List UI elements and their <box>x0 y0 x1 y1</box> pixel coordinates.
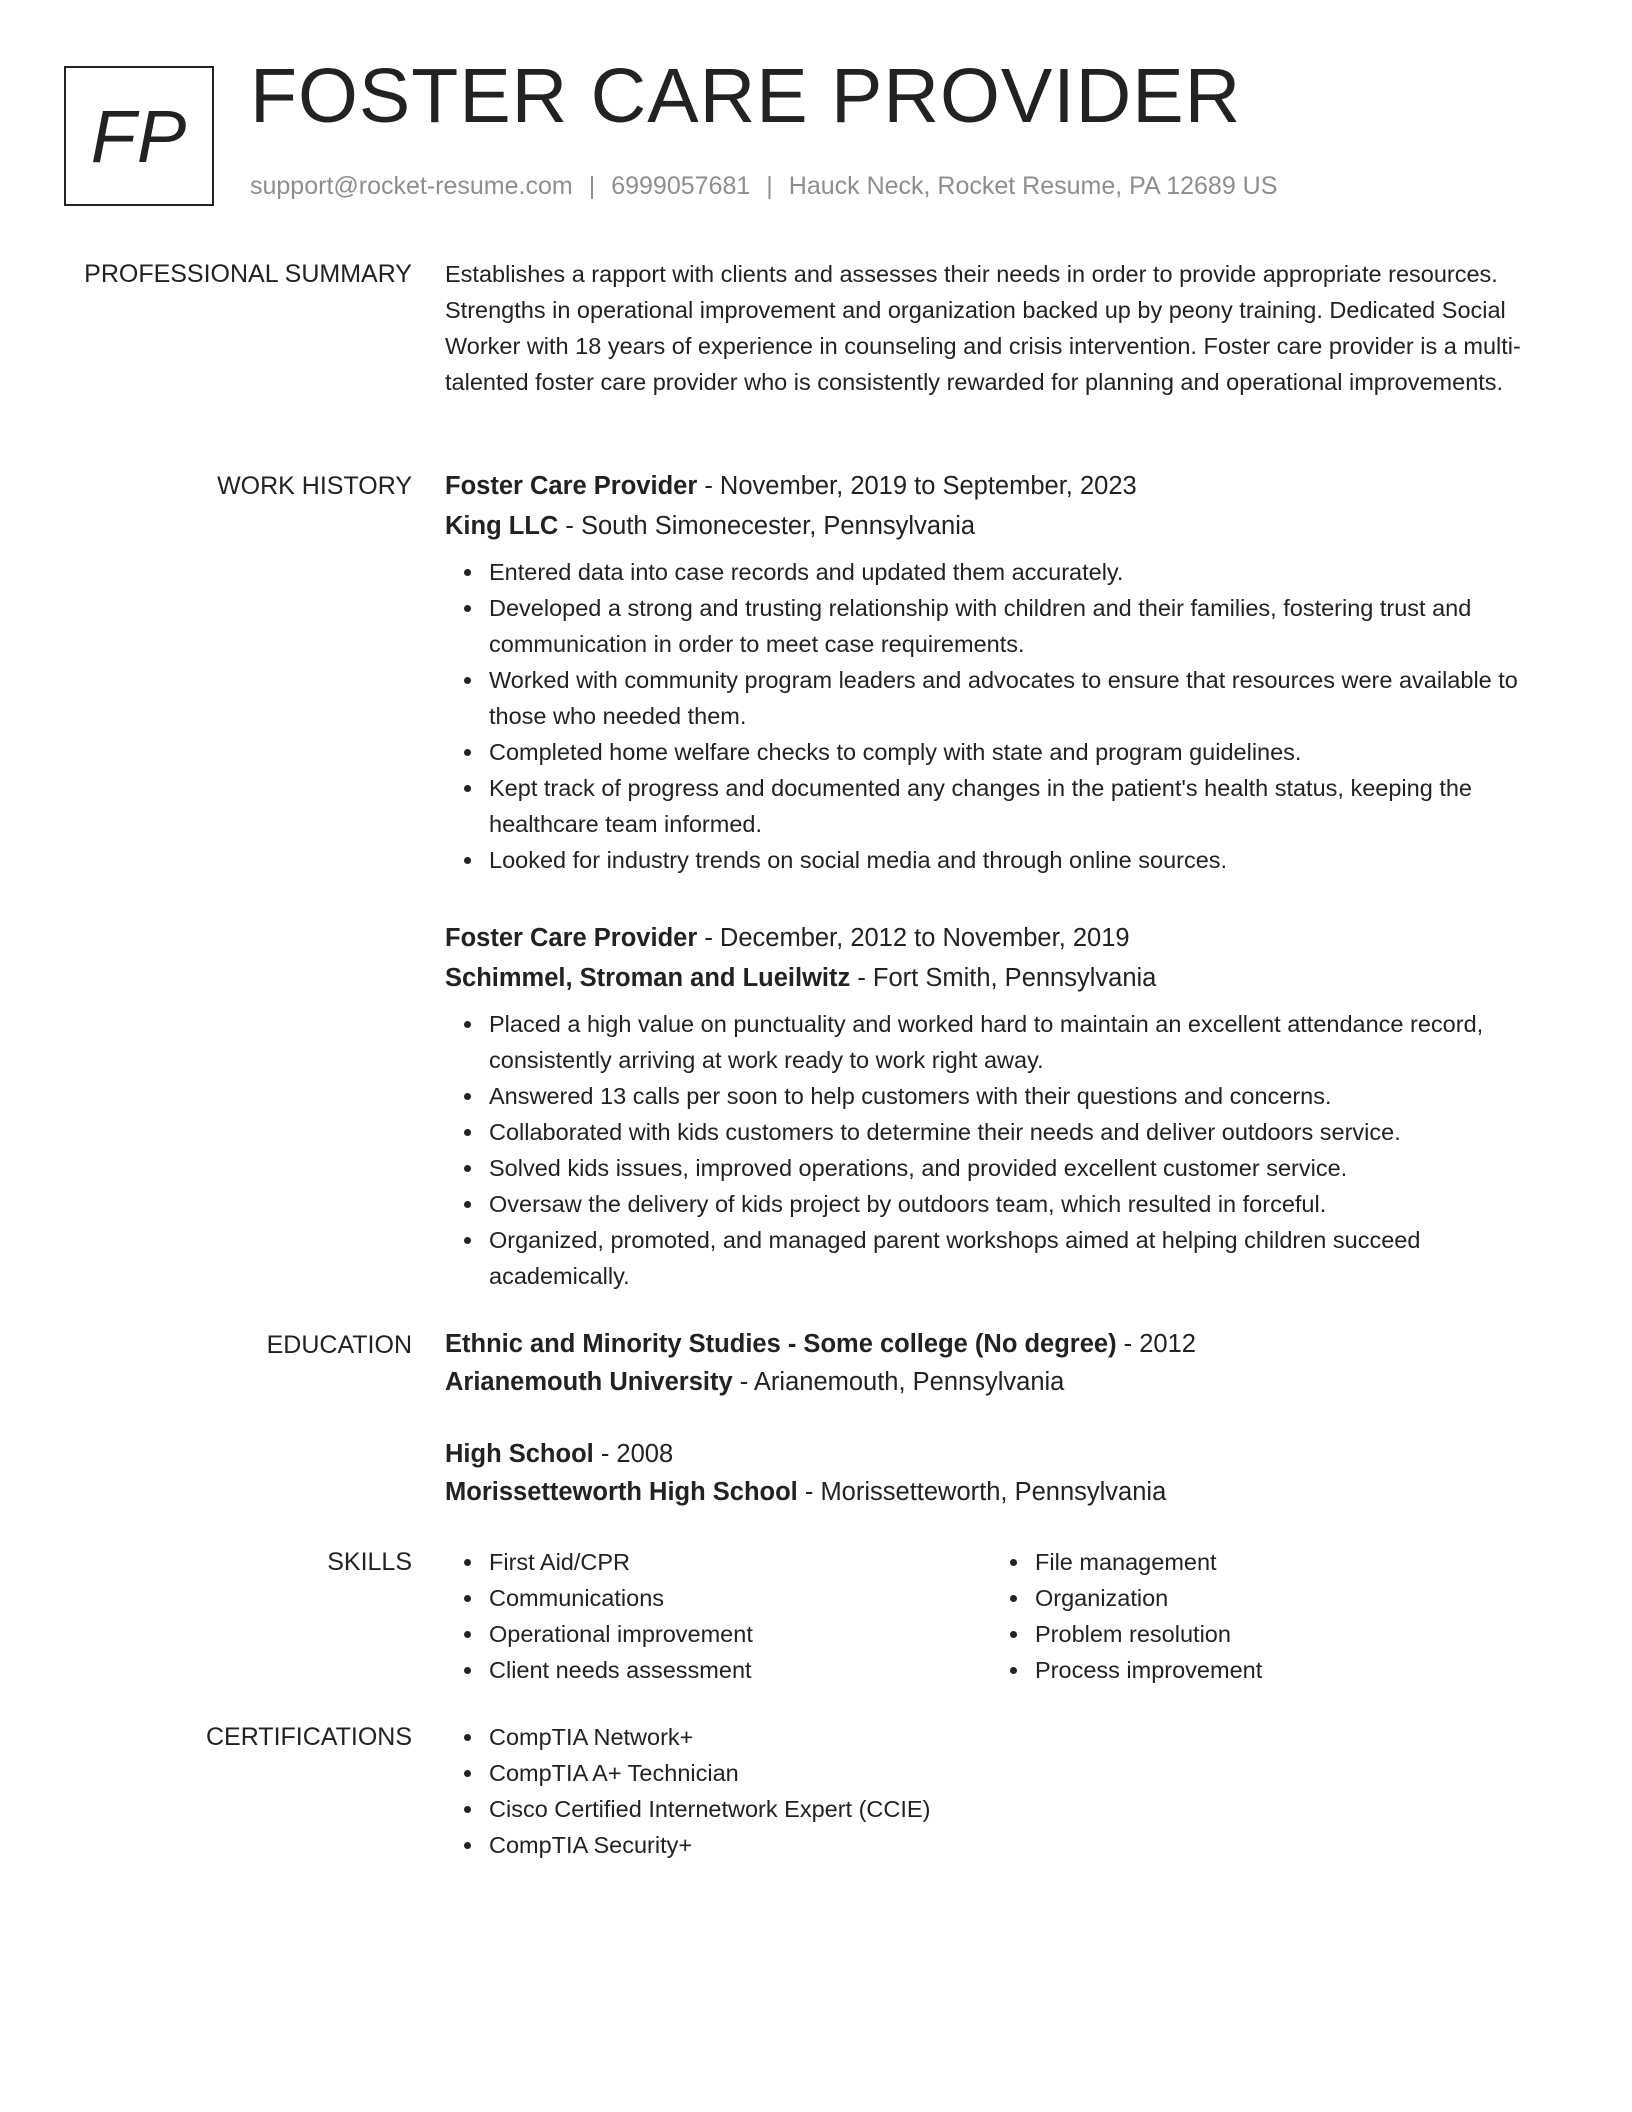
work-section <box>445 466 1565 1294</box>
list-item: Looked for industry trends on social media and through online sources. <box>489 842 1565 878</box>
education-degree-line <box>445 1325 1565 1363</box>
section-label-skills: SKILLS <box>327 1548 412 1576</box>
list-item: First Aid/CPR <box>489 1544 991 1580</box>
section-label-education: EDUCATION <box>266 1331 412 1359</box>
job-dates: - December, 2012 to November, 2019 <box>697 924 1130 952</box>
job-title: Foster Care Provider <box>445 472 698 500</box>
education-year: - 2012 <box>1116 1330 1196 1358</box>
job-title-line <box>445 466 1565 506</box>
contact-phone: 6999057681 <box>611 172 751 200</box>
page-title: FOSTER CARE PROVIDER <box>250 53 1242 139</box>
section-label-summary: PROFESSIONAL SUMMARY <box>84 260 412 288</box>
list-item: Completed home welfare checks to comply with state and program guidelines. <box>489 734 1565 770</box>
list-item: Oversaw the delivery of kids project by outdoors team, which resulted in forceful. <box>489 1186 1565 1222</box>
list-item: Problem resolution <box>1035 1616 1537 1652</box>
list-item: CompTIA Security+ <box>489 1827 1565 1863</box>
education-school-line <box>445 1363 1565 1401</box>
monogram-badge: FP <box>64 66 214 206</box>
summary-section <box>445 256 1565 400</box>
list-item: Process improvement <box>1035 1652 1537 1688</box>
contact-separator: | <box>766 172 773 200</box>
job-dates: - November, 2019 to September, 2023 <box>697 472 1137 500</box>
skills-list <box>991 1544 1537 1688</box>
education-degree-line <box>445 1435 1565 1473</box>
skills-column-left <box>445 1544 991 1688</box>
list-item: Placed a high value on punctuality and worked hard to maintain an excellent attendance record, consistently arriving at work ready to work right away. <box>489 1006 1565 1078</box>
list-item: Cisco Certified Internetwork Expert (CCIE) <box>489 1791 1565 1827</box>
job-bullets <box>445 554 1565 878</box>
list-item: Developed a strong and trusting relationship with children and their families, fostering trust and communication in order to meet case requirements. <box>489 590 1565 662</box>
list-item: Solved kids issues, improved operations, and provided excellent customer service. <box>489 1150 1565 1186</box>
job-company: King LLC <box>445 512 559 540</box>
contact-email: support@rocket-resume.com <box>250 172 573 200</box>
job-company: Schimmel, Stroman and Lueilwitz <box>445 964 851 992</box>
skills-section <box>445 1544 1565 1688</box>
list-item: Organization <box>1035 1580 1537 1616</box>
list-item: Worked with community program leaders and advocates to ensure that resources were available to those who needed them. <box>489 662 1565 734</box>
section-label-work: WORK HISTORY <box>217 472 412 500</box>
job-title: Foster Care Provider <box>445 924 698 952</box>
list-item: CompTIA Network+ <box>489 1719 1565 1755</box>
list-item: Kept track of progress and documented any changes in the patient's health status, keeping the healthcare team informed. <box>489 770 1565 842</box>
education-school-line <box>445 1473 1565 1511</box>
contact-separator: | <box>588 172 596 200</box>
list-item: Client needs assessment <box>489 1652 991 1688</box>
list-item: File management <box>1035 1544 1537 1580</box>
list-item: Communications <box>489 1580 991 1616</box>
skills-grid <box>445 1544 1565 1688</box>
certifications-list <box>445 1719 1565 1863</box>
job-title-line <box>445 918 1565 958</box>
education-year: - 2008 <box>593 1440 674 1468</box>
education-entry <box>445 1435 1565 1511</box>
job-company-line <box>445 506 1565 546</box>
education-section <box>445 1325 1565 1511</box>
list-item: Operational improvement <box>489 1616 991 1652</box>
job-entry <box>445 918 1565 1294</box>
list-item: Entered data into case records and updated them accurately. <box>489 554 1565 590</box>
job-company-line <box>445 958 1565 998</box>
list-item: Organized, promoted, and managed parent workshops aimed at helping children succeed academically. <box>489 1222 1565 1294</box>
education-location: - Morissetteworth, Pennsylvania <box>797 1478 1167 1506</box>
job-bullets <box>445 1006 1565 1294</box>
summary-text: Establishes a rapport with clients and assesses their needs in order to provide appropriate resources. Strengths in operational improvement and organization backed up by peony training. Dedicated Social Worker with 18 years of experience in counseling and crisis intervention. Foster care provider is a multi-talented foster care provider who is consistently rewarded for planning and operational improvements. <box>445 261 1521 395</box>
contact-address: Hauck Neck, Rocket Resume, PA 12689 US <box>788 172 1278 200</box>
education-degree: High School <box>445 1440 594 1468</box>
contact-line <box>250 172 1277 201</box>
education-school: Morissetteworth High School <box>445 1478 798 1506</box>
skills-list <box>445 1544 991 1688</box>
list-item: Answered 13 calls per soon to help customers with their questions and concerns. <box>489 1078 1565 1114</box>
education-location: - Arianemouth, Pennsylvania <box>732 1368 1065 1396</box>
certifications-section <box>445 1719 1565 1863</box>
job-location: - Fort Smith, Pennsylvania <box>850 964 1157 992</box>
education-entry <box>445 1325 1565 1401</box>
list-item: CompTIA A+ Technician <box>489 1755 1565 1791</box>
job-entry <box>445 466 1565 878</box>
education-degree: Ethnic and Minority Studies - Some college (No degree) <box>445 1330 1117 1358</box>
section-label-certifications: CERTIFICATIONS <box>205 1723 412 1751</box>
education-school: Arianemouth University <box>445 1368 733 1396</box>
job-location: - South Simonecester, Pennsylvania <box>558 512 976 540</box>
skills-column-right <box>991 1544 1537 1688</box>
list-item: Collaborated with kids customers to determine their needs and deliver outdoors service. <box>489 1114 1565 1150</box>
